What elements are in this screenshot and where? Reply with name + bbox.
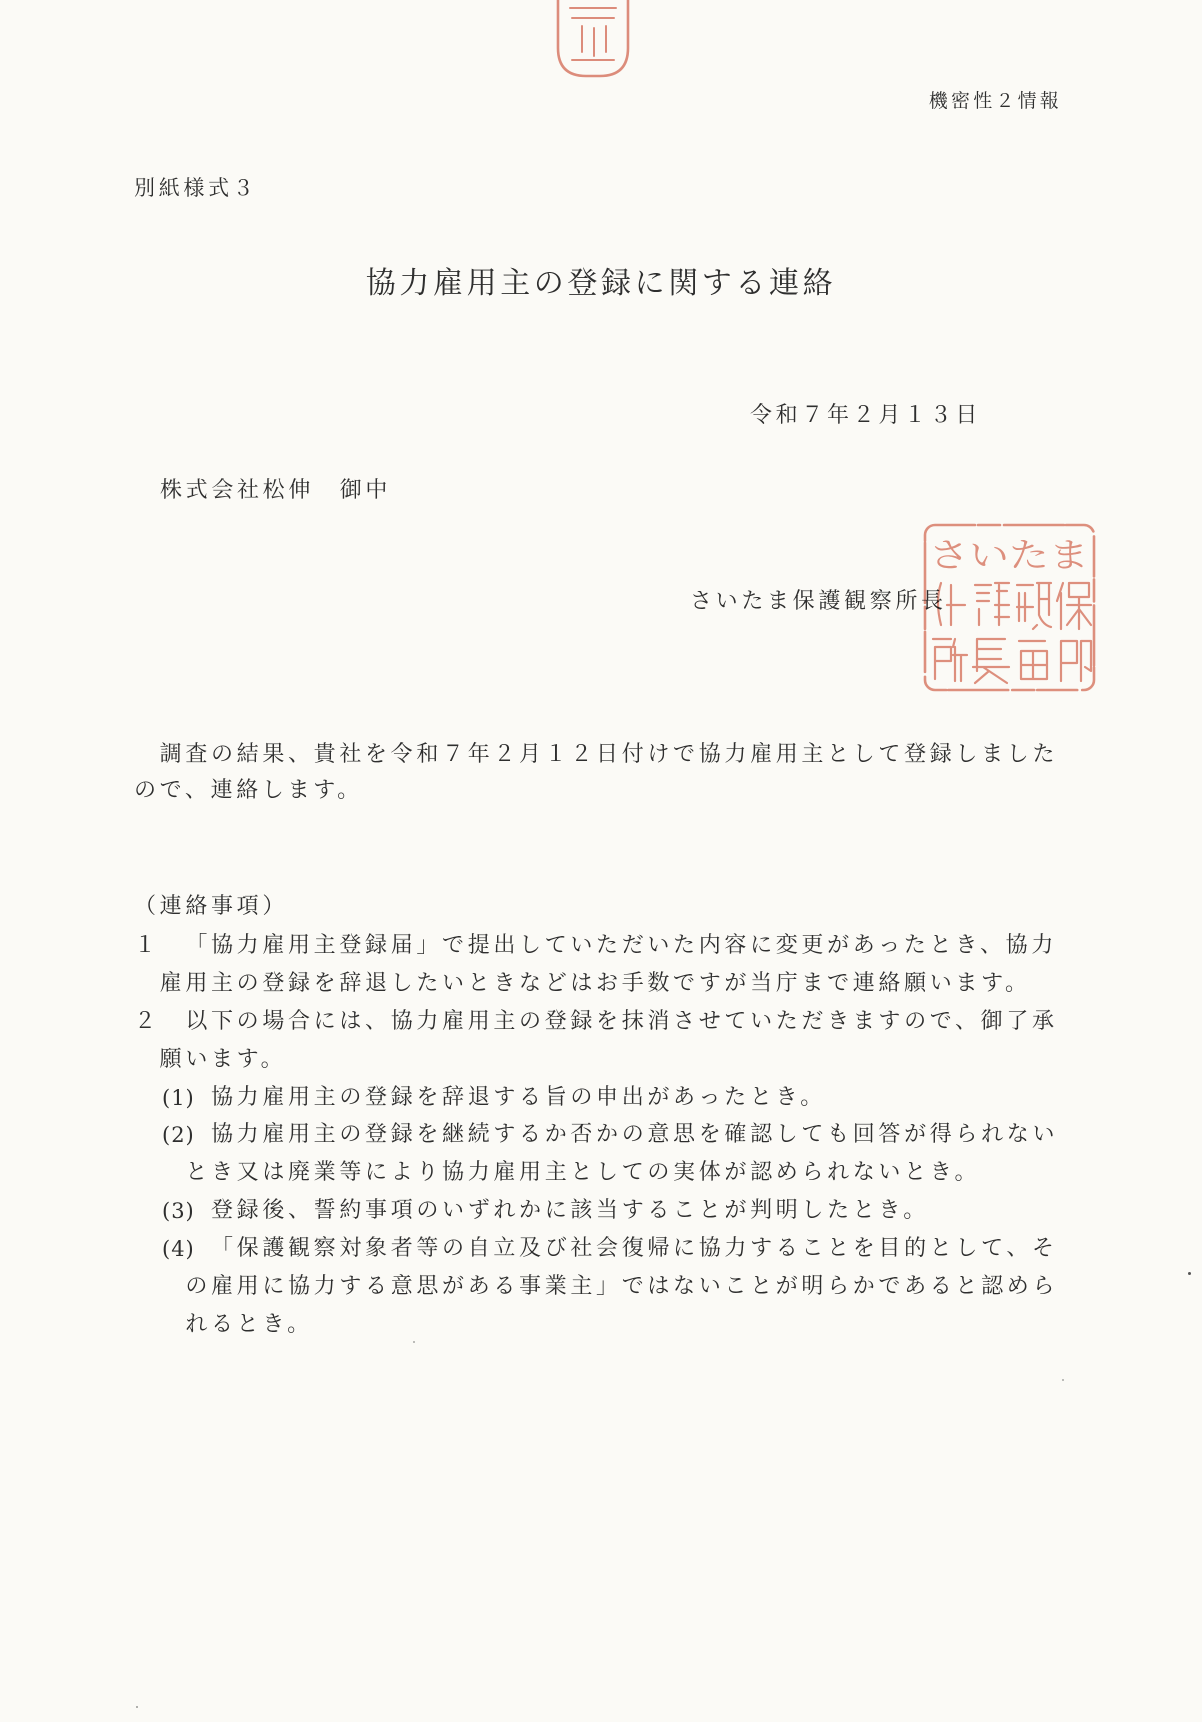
subitem-label: (3) xyxy=(162,1199,195,1223)
subitem-line: 登録後、誓約事項のいずれかに該当することが判明したとき。 xyxy=(211,1198,929,1223)
paper-speck xyxy=(136,1706,138,1708)
note-item-line: 雇用主の登録を辞退したいときなどはお手数ですが当庁まで連絡願います。 xyxy=(159,971,1031,996)
seal-glyph xyxy=(1057,583,1091,629)
body-line: ので、連絡します。 xyxy=(134,778,363,803)
subitem-line: 協力雇用主の登録を辞退する旨の申出があったとき。 xyxy=(211,1085,826,1110)
addressee: 株式会社松伸 御中 xyxy=(160,478,392,503)
sender-name: さいたま保護観察所長 xyxy=(690,589,947,614)
subitem-line: の雇用に協力する意思がある事業主」ではないことが明らかであると認めら xyxy=(185,1274,1059,1299)
subitem-label: (2) xyxy=(162,1123,195,1147)
notes-heading: （連絡事項） xyxy=(134,894,289,919)
seal-glyph xyxy=(975,583,1009,625)
official-seal xyxy=(921,521,1098,694)
document-title: 協力雇用主の登録に関する連絡 xyxy=(365,266,837,301)
seal-glyph xyxy=(933,639,967,681)
note-item-number: １ xyxy=(134,933,160,958)
note-item-line: 「協力雇用主登録届」で提出していただいた内容に変更があったとき、協力 xyxy=(185,933,1058,958)
subitem-label: (1) xyxy=(162,1086,195,1110)
seal-glyph xyxy=(973,639,1009,683)
seal-glyph xyxy=(1017,583,1051,629)
note-item-line: 以下の場合には、協力雇用主の登録を抹消させていただきますので、御了承 xyxy=(185,1009,1058,1034)
subitem-label: (4) xyxy=(162,1237,195,1261)
paper-speck xyxy=(413,1341,415,1343)
seal-glyphs xyxy=(933,583,1091,683)
confidentiality-label: 機密性２情報 xyxy=(928,90,1062,112)
subitem-line: とき又は廃業等により協力雇用主としての実体が認められないとき。 xyxy=(185,1160,981,1185)
seal-glyph xyxy=(938,583,965,625)
seal-lettering: さいたま xyxy=(929,536,1089,576)
seal-glyph xyxy=(1019,641,1047,679)
subitem-line: れるとき。 xyxy=(185,1312,313,1337)
seal-glyph xyxy=(1061,641,1091,681)
paper-speck xyxy=(1062,1379,1064,1381)
note-item-line: 願います。 xyxy=(159,1047,287,1072)
issue-date: 令和７年２月１３日 xyxy=(750,403,982,428)
subitem-line: 協力雇用主の登録を継続するか否かの意思を確認しても回答が得られない xyxy=(211,1122,1059,1147)
partial-seal-top xyxy=(552,0,634,80)
body-line: 調査の結果、貴社を令和７年２月１２日付けで協力雇用主として登録しました xyxy=(159,742,1059,767)
note-item-number: ２ xyxy=(134,1009,160,1034)
paper-speck xyxy=(1188,1272,1191,1275)
subitem-line: 「保護観察対象者等の自立及び社会復帰に協力することを目的として、そ xyxy=(211,1236,1058,1261)
form-number-label: 別紙様式３ xyxy=(134,176,258,200)
